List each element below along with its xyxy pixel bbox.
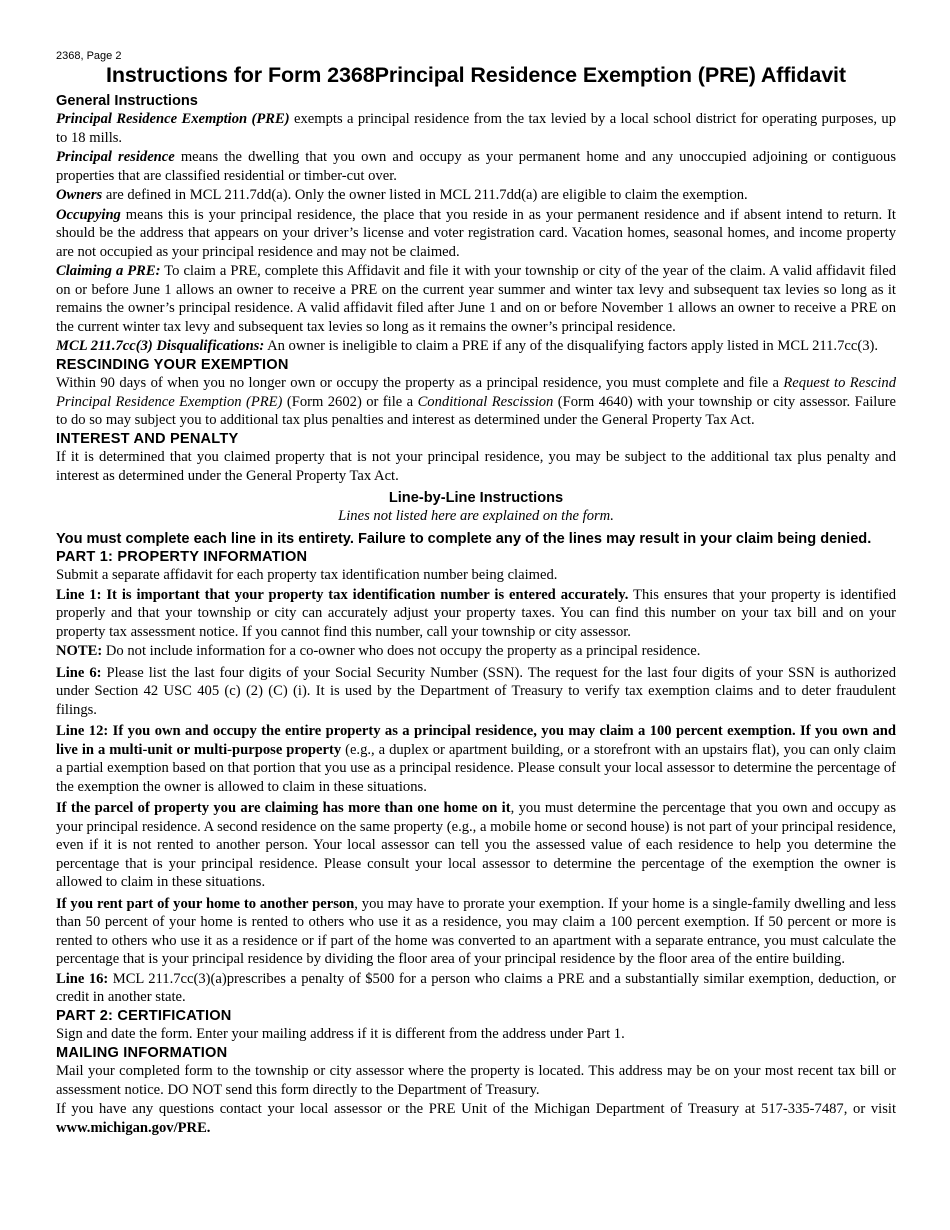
general-instructions-heading: General Instructions <box>56 92 198 109</box>
pre-term: Principal Residence Exemption (PRE) <box>56 111 290 128</box>
part1-intro: Submit a separate affidavit for each property tax identification number being claimed. <box>56 567 558 584</box>
residence-text: means the dwelling that you own and occupy as your permanent home and any unoccupied adjoining or contiguous properties that are classified residential or timber-cut over. <box>56 149 896 184</box>
rescinding-text-2: (Form 2602) or file a <box>282 393 418 410</box>
disqualifications-text: An owner is ineligible to claim a PRE if any of the disqualifying factors apply listed in MCL 211.7cc(3). <box>264 338 878 355</box>
claiming-pre-paragraph <box>56 262 896 336</box>
instructions-page <box>56 50 896 1138</box>
line12-text: (e.g., a duplex or apartment building, or a storefront with an upstairs flat), you can only claim a partial exemption based on that portion that you use as a principal residence. Please consult your local assessor to determine the percentage of the exemption the owner is allowed to claim in these situations. <box>56 741 896 795</box>
multiple-homes-text: , you must determine the percentage that you own and occupy as your principal residence. A second residence on the same property (e.g., a mobile home or second house) is not part of your principal residence, even if it is not rented to another person. Your local assessor can tell you the assessed value of each residence to help you determine the percentage that is your principal residence. Please consult your local assessor to determine the percentage of the exemption the owner is allowed to claim in these situations. <box>56 800 896 891</box>
owners-term: Owners <box>56 187 103 204</box>
line12-bold: Line 12: If you own and occupy the entire property as a principal residence, you may claim a 100 percent exemption. If you own and live in a multi-unit or multi-purpose property <box>56 723 896 758</box>
owners-definition <box>56 186 896 205</box>
rescinding-paragraph <box>56 374 896 430</box>
line16-text: MCL 211.7cc(3)(a)prescribes a penalty of $500 for a person who claims a PRE and a substantially similar exemption, deduction, or credit in another state. <box>56 970 896 1006</box>
contact-paragraph <box>56 1100 896 1137</box>
line1-bold: Line 1: It is important that your property tax identification number is entered accurately. <box>56 586 629 603</box>
rescinding-heading: RESCINDING YOUR EXEMPTION <box>56 356 289 373</box>
rescinding-text-3: (Form 4640) with your township or city assessor. Failure to do so may subject you to additional tax plus penalties and interest as determined under the General Property Tax Act. <box>56 393 896 429</box>
multiple-homes-paragraph <box>56 799 896 892</box>
interest-penalty-heading: INTEREST AND PENALTY <box>56 430 239 447</box>
part2-heading: PART 2: CERTIFICATION <box>56 1007 232 1024</box>
rescinding-text-1: Within 90 days of when you no longer own or occupy the property as a principal residence, you must complete and file a <box>56 375 784 392</box>
claiming-text: To claim a PRE, complete this Affidavit and file it with your township or city of the year of the claim. A valid affidavit filed on or before June 1 allows an owner to receive a PRE on the current year summer and winter tax levy and subsequent tax levies so long as it remains the owner’s principal residence. A valid affidavit filed after June 1 and on or before November 1 allows an owner to receive a PRE on the current winter tax levy and subsequent tax levies so long as it remains the owner’s principal residence. <box>56 263 896 335</box>
line16-instructions <box>56 970 896 1007</box>
line-by-line-subheading: Lines not listed here are explained on the form. <box>338 508 614 525</box>
multiple-homes-bold: If the parcel of property you are claiming has more than one home on it <box>56 800 511 817</box>
residence-term: Principal residence <box>56 149 175 166</box>
mailing-paragraph: Mail your completed form to the township or city assessor where the property is located. This address may be on your most recent tax bill or assessment notice. DO NOT send this form directly to the Department of Treasury. <box>56 1063 896 1098</box>
page-reference: 2368, Page 2 <box>56 50 122 62</box>
part1-heading: PART 1: PROPERTY INFORMATION <box>56 548 308 565</box>
interest-penalty-paragraph: If it is determined that you claimed property that is not your principal residence, you may be subject to the additional tax plus penalty and interest as determined under the General Property Tax Act. <box>56 449 896 484</box>
occupying-text: means this is your principal residence, the place that you reside in as your permanent residence and if absent intend to return. It should be the address that appears on your driver’s license and voter registration card. Vacation homes, seasonal homes, and income property are not occupied as your principal residence and may not be claimed. <box>56 206 896 260</box>
note-text: Do not include information for a co-owner who does not occupy the property as a principal residence. <box>102 643 701 660</box>
mailing-heading: MAILING INFORMATION <box>56 1044 228 1061</box>
line6-text: Please list the last four digits of your Social Security Number (SSN). The request for the last four digits of your SSN is authorized under Section 42 USC 405 (c) (2) (C) (i). It is used by the Department of Treasury to verify tax exemption claims and to deter fraudulent filings. <box>56 664 897 718</box>
principal-residence-definition <box>56 148 896 185</box>
complete-each-line-warning: You must complete each line in its entirety. Failure to complete any of the lines may result in your claim being denied. <box>56 531 872 548</box>
line1-text: This ensures that your property is identified properly and that your township or city can accurately adjust your property taxes. You can find this number on your tax bill and on your property tax assessment notice. If you cannot find this number, call your township or city assessor. <box>56 586 896 640</box>
form-2602-name: Request to Rescind Principal Residence Exemption (PRE) <box>56 375 896 410</box>
disqualifications-term: MCL 211.7cc(3) Disqualifications: <box>56 338 265 355</box>
rent-part-bold: If you rent part of your home to another person <box>56 895 355 912</box>
line-by-line-heading: Line-by-Line Instructions <box>388 490 564 507</box>
rent-part-paragraph <box>56 895 896 969</box>
note-paragraph <box>56 642 896 661</box>
rent-part-text: , you may have to prorate your exemption. If your home is a single-family dwelling and less than 50 percent of your home is rented to others who use it as a residence, you may claim a 100 percent exemption. If 50 percent or more is rented to others who use it as a residence or if part of the home was converted to an apartment with a separate entrance, you must calculate the percentage that is your principal residence by dividing the floor area of your principal residence by the floor area of the entire building. <box>56 895 896 968</box>
line6-instructions <box>56 664 896 720</box>
page-title: Instructions for Form 2368Principal Residence Exemption (PRE) Affidavit <box>106 63 846 87</box>
occupying-definition <box>56 206 896 262</box>
pre-text: exempts a principal residence from the tax levied by a local school district for operating purposes, up to 18 mills. <box>56 111 897 146</box>
owners-text: are defined in MCL 211.7dd(a). Only the owner listed in MCL 211.7dd(a) are eligible to claim the exemption. <box>102 187 748 204</box>
pre-definition <box>56 110 896 147</box>
line16-bold: Line 16: <box>56 970 109 987</box>
claiming-term: Claiming a PRE: <box>56 263 161 280</box>
disqualifications-paragraph <box>56 337 896 356</box>
occupying-term: Occupying <box>56 206 121 223</box>
note-label: NOTE: <box>56 643 103 660</box>
form-4640-name: Conditional Rescission <box>417 393 554 410</box>
line6-bold: Line 6: <box>56 664 102 681</box>
contact-text: If you have any questions contact your local assessor or the PRE Unit of the Michigan Department of Treasury at 517-335-7487, or visit <box>56 1101 896 1118</box>
line12-instructions <box>56 722 896 796</box>
pre-website-link[interactable]: www.michigan.gov/PRE. <box>56 1119 211 1136</box>
line1-instructions <box>56 586 896 642</box>
part2-paragraph: Sign and date the form. Enter your mailing address if it is different from the address under Part 1. <box>56 1026 625 1043</box>
